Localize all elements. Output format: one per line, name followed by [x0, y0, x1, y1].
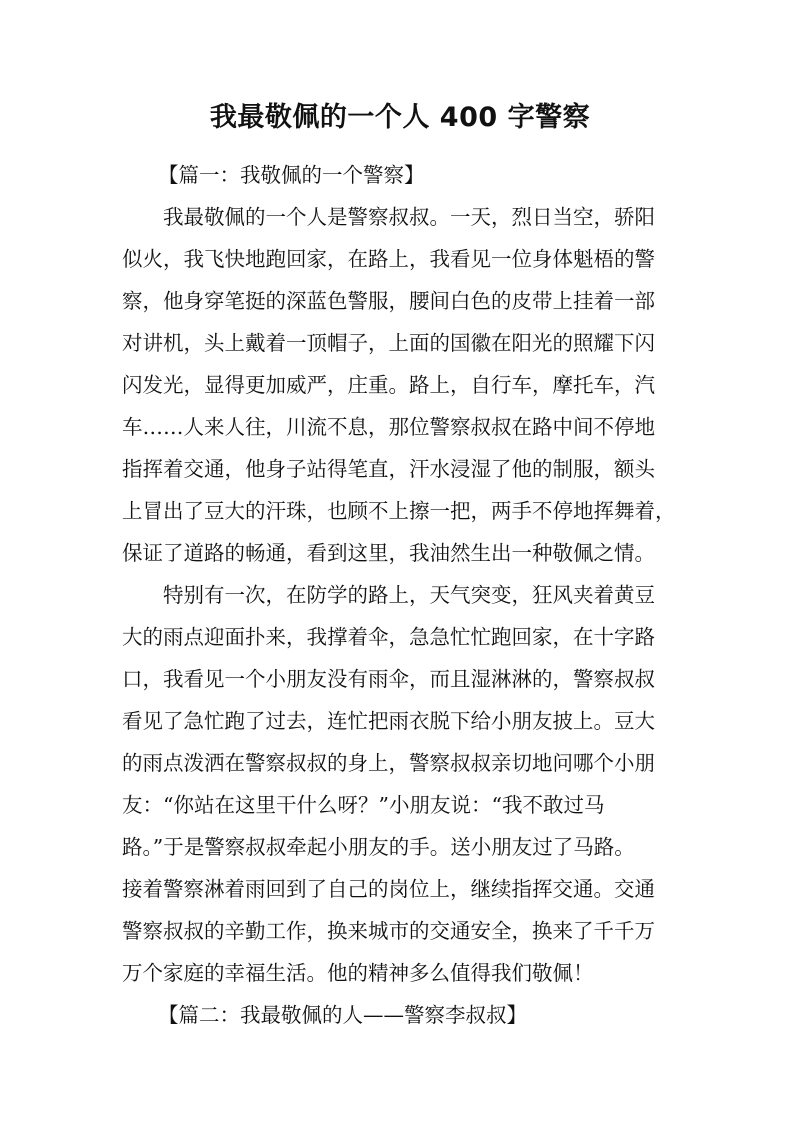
paragraph-line: 看见了急忙跑了过去，连忙把雨衣脱下给小朋友披上。豆大 — [122, 709, 655, 733]
paragraph-line: 察，他身穿笔挺的深蓝色警服，腰间白色的皮带上挂着一部 — [122, 289, 655, 313]
paragraph-line: 特别有一次，在防学的路上，天气突变，狂风夹着黄豆 — [163, 583, 655, 607]
page-title: 我最敬佩的一个人 400 字警察 — [209, 102, 591, 133]
paragraph-line: 接着警察淋着雨回到了自己的岗位上，继续指挥交通。交通 — [122, 877, 655, 901]
section-heading-1: 【篇一：我敬佩的一个警察】 — [158, 163, 425, 187]
paragraph-line: 上冒出了豆大的汗珠，也顾不上擦一把，两手不停地挥舞着， — [122, 499, 676, 523]
paragraph-line: 对讲机，头上戴着一顶帽子，上面的国徽在阳光的照耀下闪 — [122, 331, 655, 355]
paragraph-line: 保证了道路的畅通，看到这里，我油然生出一种敬佩之情。 — [122, 541, 655, 565]
paragraph-line: 闪发光，显得更加威严，庄重。路上，自行车，摩托车，汽 — [122, 373, 655, 397]
paragraph-line: 警察叔叔的辛勤工作，换来城市的交通安全，换来了千千万 — [122, 919, 655, 943]
paragraph-line: 路。”于是警察叔叔牵起小朋友的手。送小朋友过了马路。 — [122, 835, 635, 859]
paragraph-line: 我最敬佩的一个人是警察叔叔。一天，烈日当空，骄阳 — [163, 205, 655, 229]
section-heading-2: 【篇二：我最敬佩的人——警察李叔叔】 — [158, 1003, 527, 1027]
paragraph-line: 指挥着交通，他身子站得笔直，汗水浸湿了他的制服，额头 — [122, 457, 655, 481]
paragraph-line: 友：“你站在这里干什么呀？”小朋友说：“我不敢过马 — [122, 793, 605, 817]
paragraph-line: 车……人来人往，川流不息，那位警察叔叔在路中间不停地 — [122, 415, 655, 439]
paragraph-line: 口，我看见一个小朋友没有雨伞，而且湿淋淋的，警察叔叔 — [122, 667, 655, 691]
paragraph-line: 的雨点泼洒在警察叔叔的身上，警察叔叔亲切地问哪个小朋 — [122, 751, 655, 775]
paragraph-1 — [122, 196, 682, 574]
paragraph-2 — [122, 574, 682, 994]
paragraph-line: 大的雨点迎面扑来，我撑着伞，急急忙忙跑回家，在十字路 — [122, 625, 655, 649]
paragraph-line: 似火，我飞快地跑回家，在路上，我看见一位身体魁梧的警 — [122, 247, 655, 271]
paragraph-line: 万个家庭的幸福生活。他的精神多么值得我们敬佩！ — [122, 961, 594, 985]
